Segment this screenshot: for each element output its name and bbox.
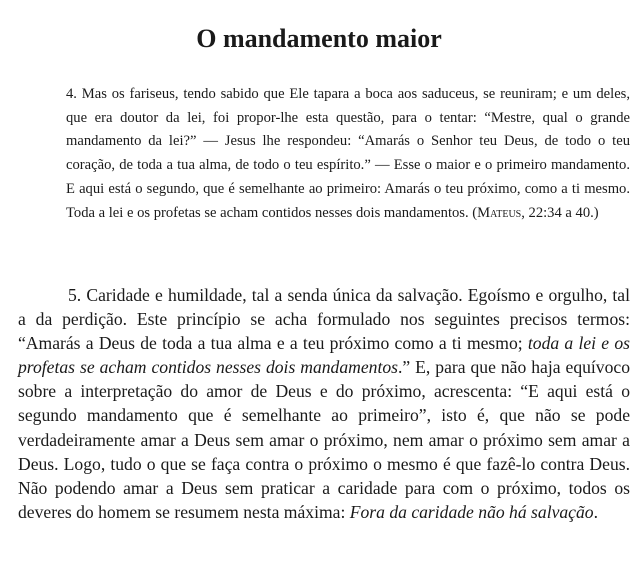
quote-number: 4.: [66, 86, 77, 102]
commentary-paragraph: [18, 283, 630, 524]
paragraph-text-1: Caridade e humildade, tal a senda única da salvação. Egoísmo e orgulho, tal a da perdição. Este princípio se acha formulado nos seguintes precisos termos: “Amarás a Deus de toda a tua alma e a teu próximo como a ti mesmo;: [18, 285, 630, 354]
quote-reference: , 22:34 a 40.): [521, 204, 599, 221]
paragraph-text-2: .” E, para que não haja equívoco sobre a interpretação do amor de Deus e do próximo, acrescenta: “E aqui está o segundo mandamento que é semelhante ao primeiro”, isto é, que não se pode verdadeiramente amar a Deus sem amar o próximo, nem amar o próximo sem amar a Deus. Logo, tudo o que se faça contra o próximo o mesmo é que fazê-lo contra Deus. Não podendo amar a Deus sem praticar a caridade para com o próximo, todos os deveres do homem se resumem nesta máxima:: [18, 357, 630, 522]
quote-source: Mateus: [477, 204, 522, 221]
paragraph-number: 5.: [68, 285, 82, 305]
page-title: O mandamento maior: [196, 24, 442, 53]
paragraph-italic-1: toda a lei e os profetas se acham contidos nesses dois mandamentos: [18, 333, 630, 378]
paragraph-text-3: .: [593, 501, 598, 522]
gospel-quote: [66, 83, 630, 225]
quote-text: Mas os fariseus, tendo sabido que Ele tapara a boca aos saduceus, se reuniram; e um deles, que era doutor da lei, foi propor-lhe esta questão, para o tentar: “Mestre, qual o grande mandamento da lei?” — Jesus lhe respondeu: “Amarás o Senhor teu Deus, de todo o teu coração, de toda a tua alma, de todo o teu espírito.” — Esse o maior e o primeiro mandamento. E aqui está o segundo, que é semelhante ao primeiro: Amarás o teu próximo, como a ti mesmo. Toda a lei e os profetas se acham contidos nesses dois mandamentos. (: [66, 86, 630, 221]
paragraph-maxim: Fora da caridade não há salvação: [349, 501, 594, 522]
